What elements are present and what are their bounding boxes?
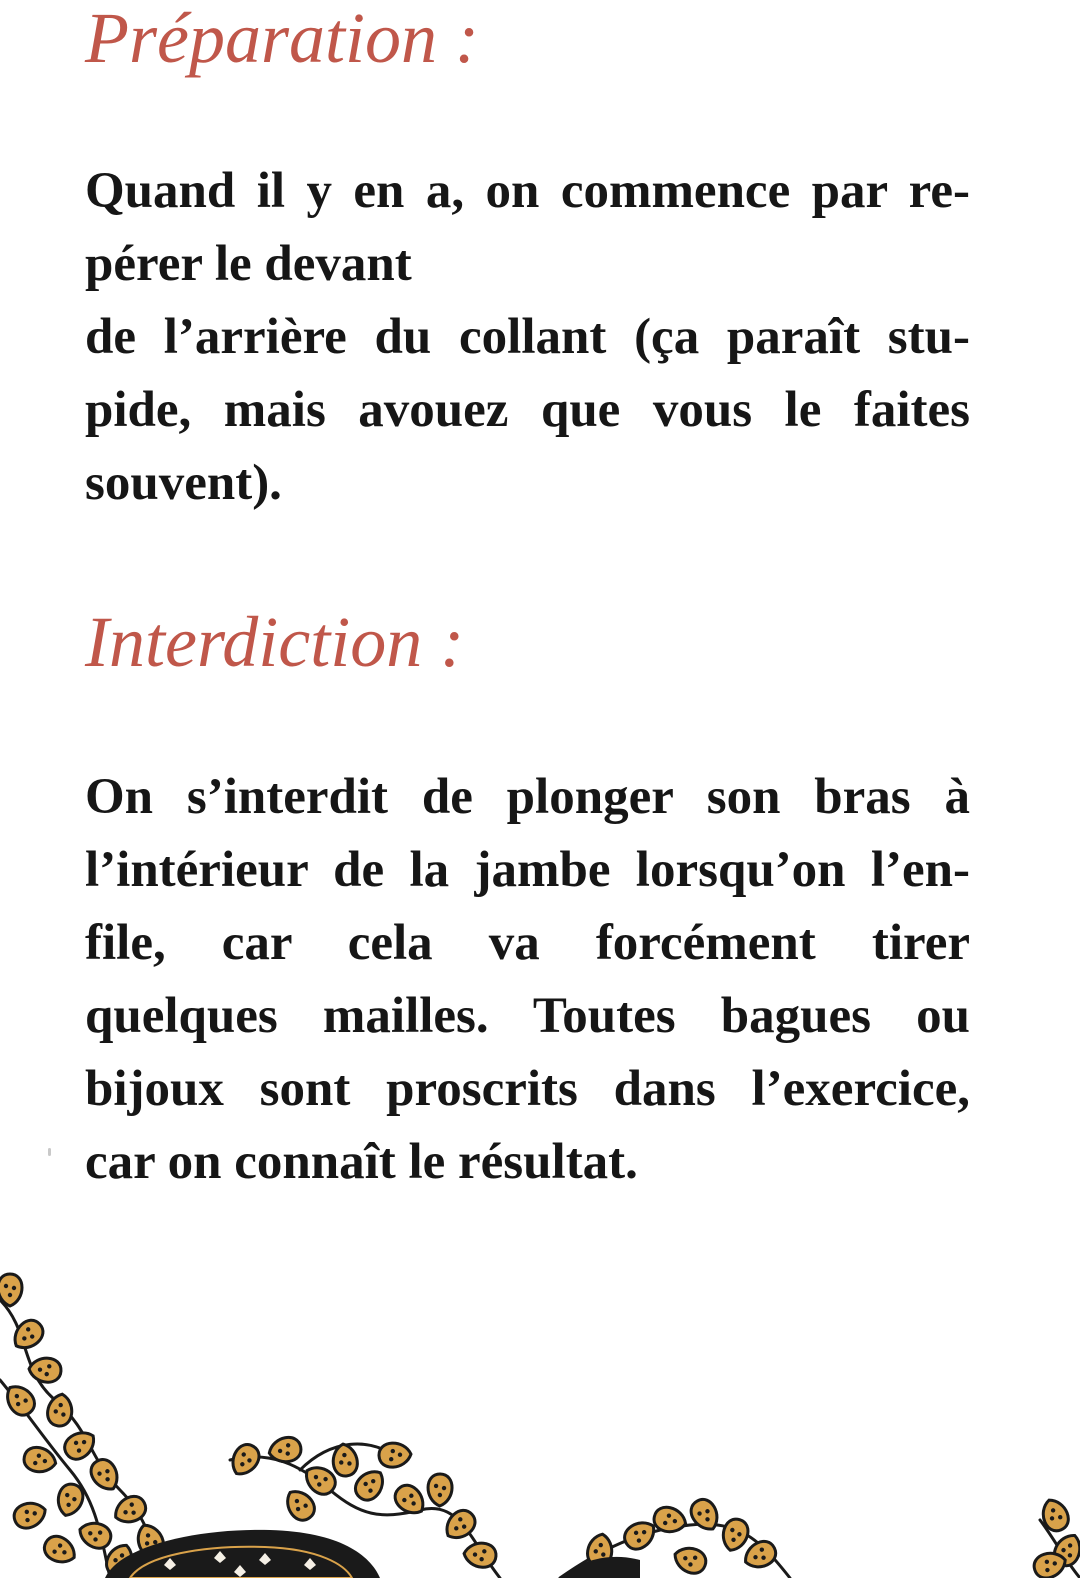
- text-line: On s’interdit de plonger son bras à: [85, 769, 970, 825]
- paper-speck: [48, 1148, 51, 1156]
- text-line: file, car cela va forcément tirer: [85, 915, 970, 971]
- text-line: Quand il y en a, on commence par re-: [85, 163, 970, 219]
- text-line: car on connaît le résultat.: [85, 1134, 638, 1190]
- text-line: pide, mais avouez que vous le faites: [85, 382, 970, 438]
- text-line: bijoux sont proscrits dans l’exercice,: [85, 1061, 970, 1117]
- text-line: souvent).: [85, 455, 282, 511]
- text-line: de l’arrière du collant (ça paraît stu-: [85, 309, 970, 365]
- text-line: l’intérieur de la jambe lorsqu’on l’en-: [85, 842, 970, 898]
- section-heading-preparation: Préparation :: [85, 0, 479, 78]
- floral-ornament-icon: [0, 1260, 1080, 1578]
- section-heading-interdiction: Interdiction :: [85, 602, 465, 682]
- paragraph-preparation: [85, 155, 970, 520]
- text-line: quelques mailles. Toutes bagues ou: [85, 988, 970, 1044]
- text-line: pérer le devant: [85, 236, 412, 292]
- paragraph-interdiction: [85, 761, 970, 1199]
